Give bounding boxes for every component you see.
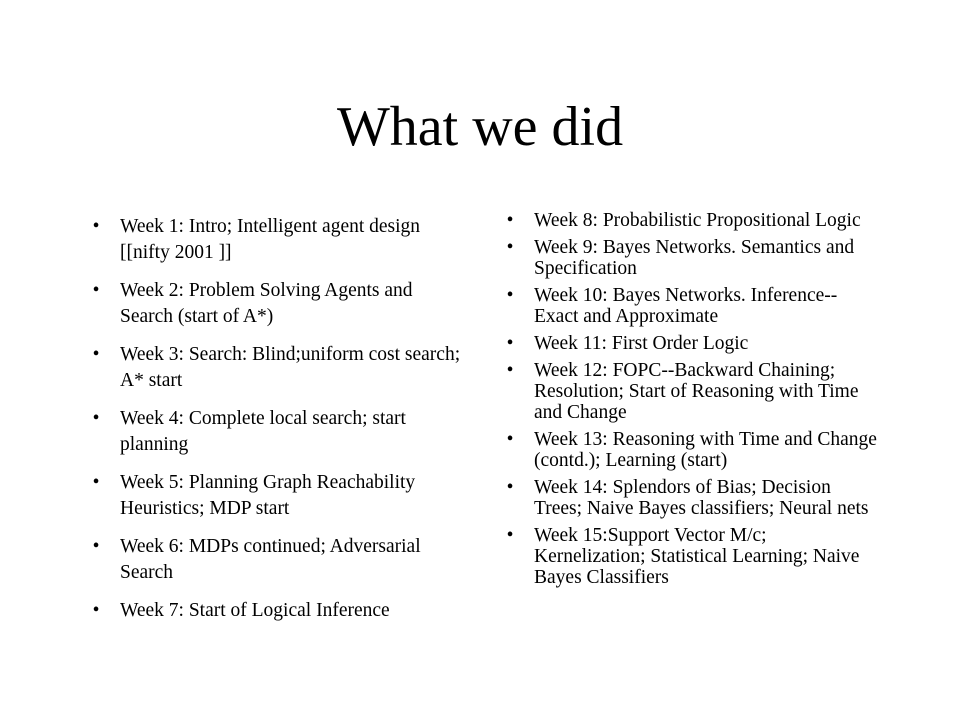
bullet-icon: • — [506, 360, 514, 381]
bullet-icon: • — [92, 280, 100, 301]
bullet-icon: • — [92, 216, 100, 237]
list-item-text: Week 14: Splendors of Bias; Decision Trees; Naive Bayes classifiers; Neural nets — [534, 477, 869, 519]
list-item — [86, 342, 466, 394]
bullet-icon: • — [92, 472, 100, 493]
bullet-icon: • — [506, 237, 514, 258]
list-item-text: Week 10: Bayes Networks. Inference--Exact and Approximate — [534, 285, 838, 327]
list-item — [500, 429, 880, 471]
list-item — [500, 333, 880, 354]
list-item-text: Week 5: Planning Graph Reachability Heuristics; MDP start — [120, 472, 416, 519]
list-item — [86, 598, 466, 624]
bullet-icon: • — [506, 477, 514, 498]
list-item — [500, 477, 880, 519]
list-item — [86, 470, 466, 522]
bullet-icon: • — [506, 525, 514, 546]
slide-title: What we did — [336, 96, 624, 158]
right-bullet-list — [500, 210, 880, 594]
bullet-icon: • — [92, 344, 100, 365]
list-item — [500, 285, 880, 327]
list-item — [500, 525, 880, 588]
bullet-icon: • — [92, 600, 100, 621]
list-item-text: Week 1: Intro; Intelligent agent design [[nifty 2001 ]] — [120, 216, 421, 263]
list-item — [86, 534, 466, 586]
list-item-text: Week 7: Start of Logical Inference — [120, 600, 390, 621]
list-item — [86, 278, 466, 330]
list-item-text: Week 2: Problem Solving Agents and Search (start of A*) — [120, 280, 413, 327]
bullet-icon: • — [92, 408, 100, 429]
bullet-icon: • — [506, 429, 514, 450]
list-item-text: Week 9: Bayes Networks. Semantics and Specification — [534, 237, 855, 279]
list-item — [86, 214, 466, 266]
list-item-text: Week 8: Probabilistic Propositional Logic — [534, 210, 861, 231]
list-item — [86, 406, 466, 458]
list-item — [500, 360, 880, 423]
list-item — [500, 210, 880, 231]
list-item-text: Week 6: MDPs continued; Adversarial Search — [120, 536, 421, 583]
list-item-text: Week 3: Search: Blind;uniform cost search; A* start — [120, 344, 461, 391]
left-bullet-list — [86, 214, 466, 636]
bullet-icon: • — [506, 333, 514, 354]
list-item-text: Week 13: Reasoning with Time and Change (contd.); Learning (start) — [534, 429, 877, 471]
list-item-text: Week 15:Support Vector M/c; Kernelization; Statistical Learning; Naive Bayes Classifiers — [534, 525, 860, 588]
list-item — [500, 237, 880, 279]
list-item-text: Week 12: FOPC--Backward Chaining; Resolution; Start of Reasoning with Time and Change — [534, 360, 859, 423]
bullet-icon: • — [92, 536, 100, 557]
list-item-text: Week 11: First Order Logic — [534, 333, 749, 354]
list-item-text: Week 4: Complete local search; start planning — [120, 408, 406, 455]
bullet-icon: • — [506, 210, 514, 231]
bullet-icon: • — [506, 285, 514, 306]
